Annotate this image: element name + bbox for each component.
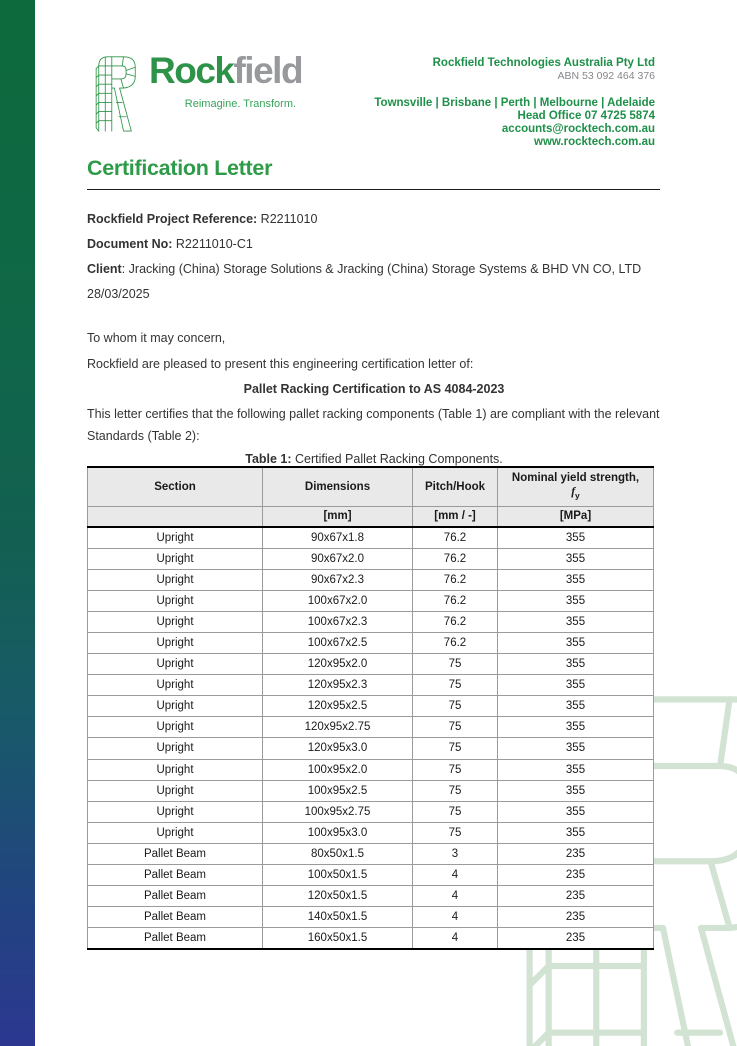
client-label: Client (87, 262, 122, 276)
table-row (88, 527, 654, 548)
table-cell: 100x95x2.75 (263, 801, 413, 822)
salutation: To whom it may concern, (87, 331, 226, 345)
table-cell: Upright (88, 654, 263, 675)
table-cell: 120x50x1.5 (263, 886, 413, 907)
unit-yield-strength: [MPa] (498, 506, 654, 527)
table-cell: 355 (498, 590, 654, 611)
table-cell: 76.2 (413, 611, 498, 632)
table-cell: 120x95x2.3 (263, 675, 413, 696)
col-header-section: Section (88, 467, 263, 506)
table-cell: 90x67x1.8 (263, 527, 413, 548)
brand-block (89, 49, 302, 135)
table-cell: 75 (413, 717, 498, 738)
table-cell: Upright (88, 738, 263, 759)
table-cell: 235 (498, 865, 654, 886)
table-cell: 100x95x2.0 (263, 759, 413, 780)
table-cell: 355 (498, 801, 654, 822)
table-row (88, 738, 654, 759)
table-cell: 3 (413, 843, 498, 864)
table-cell: 100x67x2.3 (263, 611, 413, 632)
fy-symbol: $f_y$ (571, 486, 580, 501)
table-cell: Upright (88, 822, 263, 843)
table-cell: 100x95x2.5 (263, 780, 413, 801)
table-cell: 75 (413, 654, 498, 675)
table-row (88, 801, 654, 822)
table-cell: 90x67x2.3 (263, 569, 413, 590)
table-row (88, 780, 654, 801)
table-cell: 75 (413, 696, 498, 717)
table-cell: 235 (498, 907, 654, 928)
table-cell: 235 (498, 843, 654, 864)
table-cell: 76.2 (413, 527, 498, 548)
table-cell: 355 (498, 822, 654, 843)
table-row (88, 886, 654, 907)
document-no-label: Document No: (87, 237, 173, 251)
table-cell: 120x95x2.5 (263, 696, 413, 717)
table-row (88, 907, 654, 928)
page-title: Certification Letter (87, 156, 273, 180)
table-cell: Pallet Beam (88, 928, 263, 949)
brand-tagline: Reimagine. Transform. (184, 98, 297, 110)
table-cell: 355 (498, 759, 654, 780)
project-reference-label: Rockfield Project Reference: (87, 212, 258, 226)
intro-line: Rockfield are pleased to present this engineering certification letter of: (87, 356, 474, 371)
company-website: www.rocktech.com.au (534, 136, 655, 148)
table-row (88, 548, 654, 569)
document-no-line (87, 232, 667, 257)
certified-components-table (87, 466, 654, 950)
project-reference-value: R2211010 (257, 212, 318, 226)
table-cell: Pallet Beam (88, 865, 263, 886)
table-cell: 355 (498, 738, 654, 759)
brand-name-primary: Rock (149, 50, 234, 91)
table-cell: 75 (413, 738, 498, 759)
letter-body (87, 326, 661, 470)
table-body (88, 527, 654, 949)
document-date: 28/03/2025 (87, 287, 150, 301)
table-cell: 76.2 (413, 569, 498, 590)
table-cell: 355 (498, 548, 654, 569)
date-line (87, 282, 667, 307)
table-cell: 4 (413, 907, 498, 928)
table-row (88, 632, 654, 653)
table-cell: 355 (498, 527, 654, 548)
table-cell: Upright (88, 801, 263, 822)
table-cell: 4 (413, 886, 498, 907)
client-value: : Jracking (China) Storage Solutions & Jracking (China) Storage Systems & BHD VN CO, LTD (121, 262, 642, 276)
company-phone: Head Office 07 4725 5874 (517, 110, 655, 122)
company-abn: ABN 53 092 464 376 (557, 70, 655, 82)
table-cell: 75 (413, 801, 498, 822)
table-cell: 75 (413, 675, 498, 696)
col-header-yield-strength: Nominal yield strength, $f_y$ (498, 467, 654, 506)
document-no-value: R2211010-C1 (172, 237, 253, 251)
table-header-row (88, 467, 654, 506)
table-cell: 75 (413, 759, 498, 780)
table-cell: 120x95x2.0 (263, 654, 413, 675)
table-cell: 4 (413, 928, 498, 949)
table-row (88, 654, 654, 675)
table-cell: 235 (498, 928, 654, 949)
table-cell: 90x67x2.0 (263, 548, 413, 569)
brand-text (149, 49, 302, 110)
table-cell: 355 (498, 696, 654, 717)
table-header (88, 467, 654, 527)
rockfield-logo-icon (89, 49, 145, 135)
brand-wordmark (149, 49, 302, 93)
certification-title: Pallet Racking Certification to AS 4084-2023 (243, 382, 505, 396)
certify-paragraph: This letter certifies that the following pallet racking components (Table 1) are compliant with the relevant Standards (Table 2): (87, 406, 660, 443)
table-cell: 120x95x3.0 (263, 738, 413, 759)
table-cell: 75 (413, 780, 498, 801)
table-cell: 100x95x3.0 (263, 822, 413, 843)
table-cell: 100x67x2.5 (263, 632, 413, 653)
table-cell: Pallet Beam (88, 843, 263, 864)
table-row (88, 822, 654, 843)
table-row (88, 590, 654, 611)
table-cell: 235 (498, 886, 654, 907)
table-cell: Upright (88, 696, 263, 717)
company-name: Rockfield Technologies Australia Pty Ltd (432, 57, 655, 69)
table-cell: Upright (88, 590, 263, 611)
col-header-dimensions: Dimensions (263, 467, 413, 506)
table-row (88, 696, 654, 717)
table-cell: Pallet Beam (88, 907, 263, 928)
table-cell: Upright (88, 632, 263, 653)
table-cell: 160x50x1.5 (263, 928, 413, 949)
table-cell: 355 (498, 717, 654, 738)
table-cell: 120x95x2.75 (263, 717, 413, 738)
client-line (87, 257, 667, 282)
table-cell: 355 (498, 569, 654, 590)
table-cell: 75 (413, 822, 498, 843)
unit-section (88, 506, 263, 527)
table-row (88, 843, 654, 864)
table-cell: 100x67x2.0 (263, 590, 413, 611)
title-divider (87, 189, 660, 190)
table-row (88, 928, 654, 949)
table-cell: Upright (88, 527, 263, 548)
table-cell: 355 (498, 632, 654, 653)
table-cell: Upright (88, 717, 263, 738)
table-cell: Upright (88, 611, 263, 632)
table-cell: 76.2 (413, 632, 498, 653)
table-row (88, 717, 654, 738)
table-cell: 355 (498, 780, 654, 801)
col-header-pitch-hook: Pitch/Hook (413, 467, 498, 506)
project-reference-line (87, 207, 667, 232)
unit-pitch-hook: [mm / -] (413, 506, 498, 527)
table-cell: 76.2 (413, 590, 498, 611)
brand-name-secondary: field (233, 50, 303, 91)
table-cell: Pallet Beam (88, 886, 263, 907)
table-cell: 100x50x1.5 (263, 865, 413, 886)
table-cell: Upright (88, 548, 263, 569)
table-cell: 355 (498, 675, 654, 696)
table-cell: 4 (413, 865, 498, 886)
table-cell: 140x50x1.5 (263, 907, 413, 928)
table-cell: 355 (498, 611, 654, 632)
table-cell: Upright (88, 569, 263, 590)
table-caption-text: Certified Pallet Racking Components. (291, 451, 503, 466)
table-row (88, 569, 654, 590)
company-email: accounts@rocktech.com.au (501, 123, 655, 135)
table-cell: 355 (498, 654, 654, 675)
table-row (88, 675, 654, 696)
table-units-row (88, 506, 654, 527)
table-cell: 80x50x1.5 (263, 843, 413, 864)
company-locations: Townsville | Brisbane | Perth | Melbourne | Adelaide (374, 97, 655, 109)
table-cell: 76.2 (413, 548, 498, 569)
table-cell: Upright (88, 675, 263, 696)
table-cell: Upright (88, 780, 263, 801)
table-row (88, 759, 654, 780)
table-caption-label: Table 1: (245, 451, 292, 466)
table-row (88, 611, 654, 632)
document-meta (87, 207, 667, 307)
table-row (88, 865, 654, 886)
unit-dimensions: [mm] (263, 506, 413, 527)
table-cell: Upright (88, 759, 263, 780)
company-contact-block (374, 57, 655, 149)
